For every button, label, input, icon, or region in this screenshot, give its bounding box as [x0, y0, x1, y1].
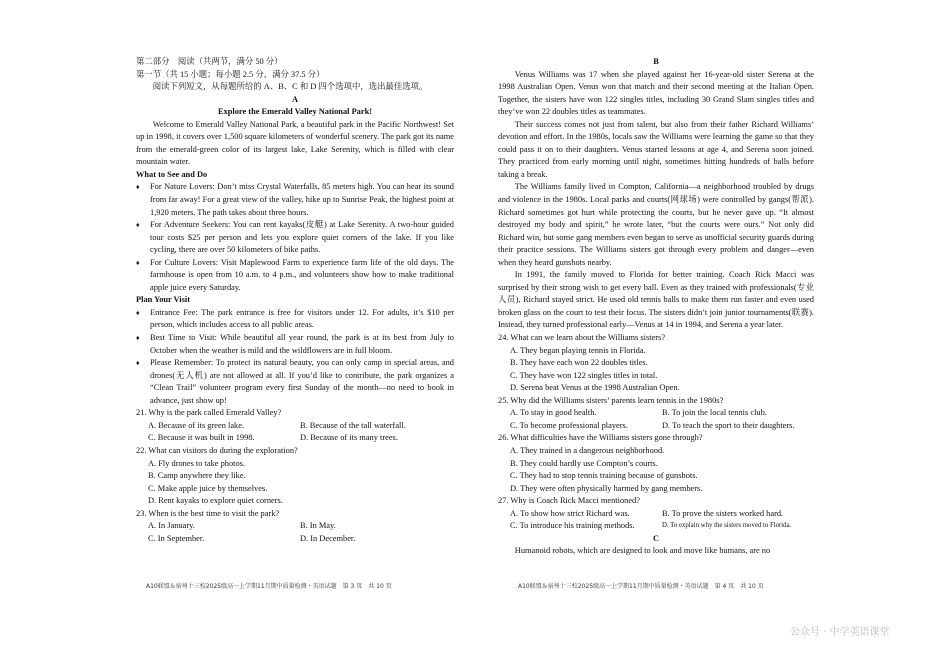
passage-a-intro: Welcome to Emerald Valley National Park, a beautiful park in the Pacific Northwest! Set up in 1998, it covers over 1,500 square kilometers of wonderful scenery. The park got its name from the emerald-green color of its largest lake, Lake Serenity, which is filled with clear mountain water.: [136, 119, 454, 167]
q21-options-row: [136, 420, 454, 433]
passage-c-letter: C: [652, 533, 660, 543]
passage-c-start: Humanoid robots, which are designed to look and move like humans, are no: [514, 546, 771, 556]
question-26: 26. What difficulties have the Williams sisters gone through?: [498, 433, 703, 443]
left-column: [136, 56, 454, 545]
instruction: 阅读下列短文，从每题所给的 A、B、C 和 D 四个选项中，选出最佳选项。: [152, 82, 428, 92]
passage-b-paragraph: The Williams family lived in Compton, California—a neighborhood troubled by drugs and violence in the 1980s. Local parks and courts(网球场) were controlled by gangs(帮派). Richard sometimes got hurt while protecting the courts, but he never gave up. “It almost destroyed my body and spirit,” he wrote later, “but the courts were ours.” Not only did Richard win, but some gang members even began to serve as unofficial security guards during their practice sessions. The Williams sisters got through every problem and danger—even when they heard gunshots nearby.: [498, 182, 814, 267]
bullet-icon: ♦: [136, 183, 140, 192]
option[interactable]: C. To become professional players.: [510, 420, 628, 430]
option[interactable]: A. They trained in a dangerous neighborhood.: [510, 445, 665, 455]
option[interactable]: C. Make apple juice by themselves.: [148, 483, 268, 493]
option[interactable]: A. To show how strict Richard was.: [510, 508, 630, 518]
question-25: 25. Why did the Williams sisters’ parents learn tennis in the 1980s?: [498, 395, 724, 405]
option[interactable]: B. Because of the tall waterfall.: [300, 420, 406, 430]
passage-b-paragraph: Their success comes not just from talent, but also from their father Richard Williams’ devotion and effort. In the 1980s, locals saw the Williams were learning the game so that they could pass it on to their daughters. Venus started lessons at age 4, and Serena soon joined. They practiced from early morning until night, sometimes hitting hundreds of balls before taking a break.: [498, 119, 814, 179]
question-21: 21. Why is the park called Emerald Valley?: [136, 408, 282, 418]
option[interactable]: D. To teach the sport to their daughters.: [662, 420, 795, 430]
plan-item: ♦ Please Remember: To protect its natural beauty, you can only camp in special areas, and drones(无人机) are not allowed at all. If you’d like to contribute, the park organizes a “Clean Trail” volunteer program every first Sunday of the month—no need to book in advance, just show up!: [136, 358, 454, 405]
option[interactable]: A. Because of its green lake.: [148, 420, 245, 430]
watermark: 公众号 · 中学英语课堂: [790, 627, 890, 638]
section-title: 第一节（共 15 小题；每小题 2.5 分，满分 37.5 分）: [136, 69, 325, 79]
option[interactable]: C. They have won 122 singles titles in total.: [510, 370, 658, 380]
option[interactable]: C. To introduce his training methods.: [510, 521, 635, 531]
bullet-icon: ♦: [136, 334, 140, 343]
question-22: 22. What can visitors do during the exploration?: [136, 445, 298, 455]
right-footer: A10联盟＆宿州十三校2025级高一上学期11月期中质量检测・英语试题 第 4 页 共 10 页: [518, 583, 764, 590]
option[interactable]: B. They could hardly use Compton’s courts.: [510, 458, 658, 468]
see-item: ♦ For Nature Lovers: Don’t miss Crystal Waterfalls, 85 meters high. You can hear its sound from far away! For a great view of the valley, hike up to Sunrise Peak, the highest point at 1,920 meters. The path takes about three hours.: [136, 182, 454, 217]
option[interactable]: A. To stay in good health.: [510, 408, 597, 418]
option[interactable]: D. Because of its many trees.: [300, 433, 398, 443]
option[interactable]: C. Because it was built in 1998.: [148, 433, 255, 443]
q27-options-row: [498, 520, 814, 533]
passage-a-letter: A: [291, 94, 299, 104]
heading-plan-visit: Plan Your Visit: [136, 295, 190, 305]
bullet-icon: ♦: [136, 258, 140, 267]
heading-see-do: What to See and Do: [136, 169, 208, 179]
q27-options-row: [498, 508, 814, 521]
right-column: [498, 56, 814, 558]
option[interactable]: D. Serena beat Venus at the 1998 Australian Open.: [510, 383, 680, 393]
option[interactable]: C. They had to stop tennis training because of gunshots.: [510, 471, 698, 481]
bullet-icon: ♦: [136, 359, 140, 368]
option[interactable]: B. They have each won 22 doubles titles.: [510, 358, 648, 368]
passage-b-paragraph: Venus Williams was 17 when she played against her 16-year-old sister Serena at the 1998 Australian Open. Venus won that match and their second meeting at the Italian Open. Together, the sisters have won 122 singles titles, including 30 Grand Slam singles titles and they’ve won 22 doubles titles as teammates.: [498, 69, 814, 117]
passage-b-paragraph: In 1991, the family moved to Florida for better training. Coach Rick Macci was surprised by their strong wish to get every ball. Even as they trained with professionals(专业人员), Richard stayed strict. He used old tennis balls to make them run faster and even used broken glass on the court to test their focus. The sisters didn’t join junior tournaments(联赛). Instead, they turned professional early—Venus at 14 in 1994, and Serena a year later.: [498, 270, 814, 330]
option[interactable]: D. In December.: [300, 533, 356, 543]
option[interactable]: B. To prove the sisters worked hard.: [662, 508, 784, 518]
option[interactable]: D. They were often physically harmed by gang members.: [510, 483, 703, 493]
see-item: ♦ For Culture Lovers: Visit Maplewood Farm to experience farm life of the old days. The farmhouse is open from 10 a.m. to 4 p.m., and volunteers show how to make traditional apple juice every Saturday.: [136, 257, 454, 292]
plan-item: ♦ Best Time to Visit: While beautiful all year round, the park is at its best from July to October when the weather is mild and the wildflowers are in full bloom.: [136, 333, 454, 355]
option[interactable]: A. They began playing tennis in Florida.: [510, 345, 646, 355]
q25-options-row: [498, 407, 814, 420]
question-23: 23. When is the best time to visit the park?: [136, 508, 280, 518]
plan-item: ♦ Entrance Fee: The park entrance is free for visitors under 12. For adults, it’s $10 per person, which includes access to all public areas.: [136, 307, 454, 330]
option[interactable]: B. In May.: [300, 521, 336, 531]
question-24: 24. What can we learn about the Williams sisters?: [498, 333, 666, 343]
question-27: 27. Why is Coach Rick Macci mentioned?: [498, 496, 640, 506]
passage-a-title: Explore the Emerald Valley National Park!: [217, 107, 373, 117]
option[interactable]: D. To explain why the sisters moved to Florida.: [662, 522, 792, 530]
q21-options-row: [136, 432, 454, 445]
option[interactable]: A. In January.: [148, 521, 195, 531]
q23-options-row: [136, 533, 454, 546]
bullet-icon: ♦: [136, 221, 140, 230]
option[interactable]: D. Rent kayaks to explore quiet corners.: [148, 496, 283, 506]
see-item: ♦ For Adventure Seekers: You can rent kayaks(皮艇) at Lake Serenity. A two-hour guided tour costs $25 per person and lets you explore quiet corners of the lake. If you like cycling, there are over 50 kilometers of bike paths.: [136, 220, 454, 255]
right-page: [475, 0, 950, 646]
option[interactable]: A. Fly drones to take photos.: [148, 458, 246, 468]
option[interactable]: B. To join the local tennis club.: [662, 408, 767, 418]
left-footer: A10联盟＆宿州十三校2025级高一上学期11月期中质量检测・英语试题 第 3 页 共 10 页: [146, 583, 392, 590]
q23-options-row: [136, 520, 454, 533]
passage-b-letter: B: [653, 57, 659, 66]
option[interactable]: C. In September.: [148, 533, 205, 543]
option[interactable]: B. Camp anywhere they like.: [148, 471, 246, 481]
bullet-icon: ♦: [136, 308, 140, 317]
part-title: 第二部分 阅读（共两节，满分 50 分）: [136, 57, 283, 66]
q25-options-row: [498, 420, 814, 433]
